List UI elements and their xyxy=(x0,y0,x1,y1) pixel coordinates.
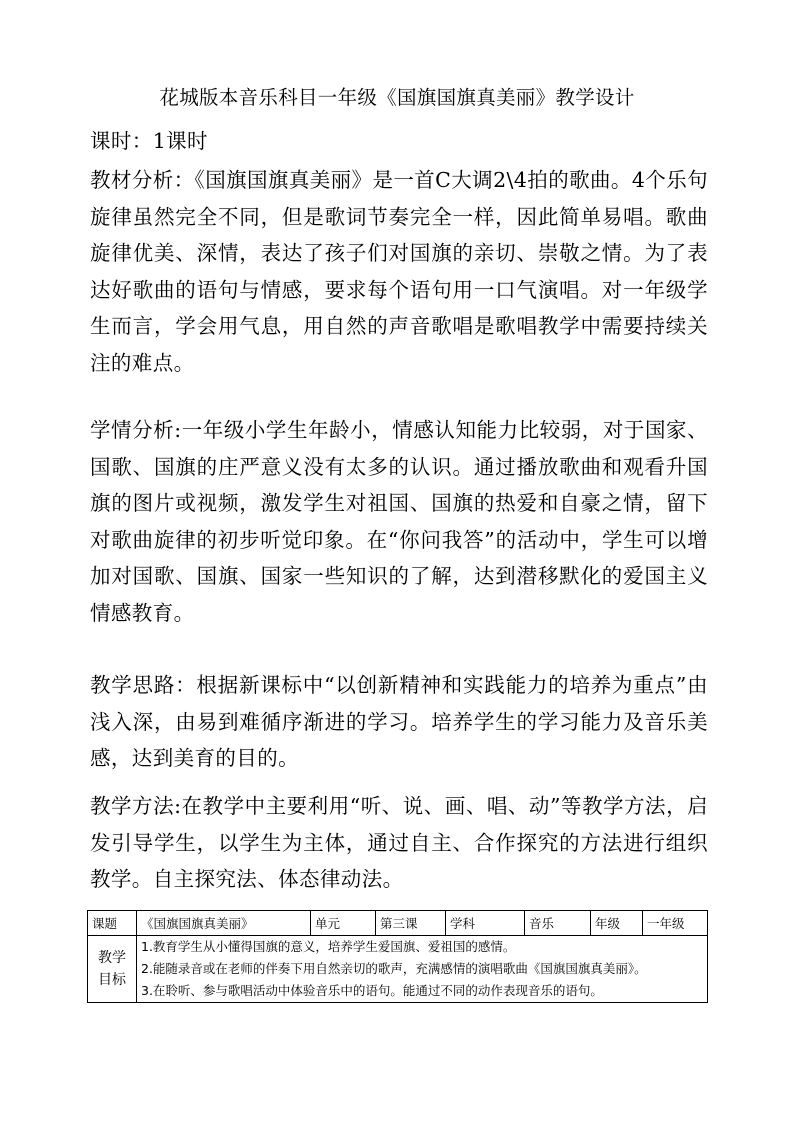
teaching-method-text: 在教学中主要利用“听、说、画、唱、动”等教学方法，启发引导学生，以学生为主体，通过自主、合作探究的方法进行组织教学。自主探究法、体态律动法。 xyxy=(90,794,708,891)
teaching-goals-label: 教学目标 xyxy=(88,936,137,1003)
table-cell-grade-value: 一年级 xyxy=(643,911,708,936)
lesson-info-table xyxy=(87,910,708,1003)
student-analysis-text: 一年级小学生年龄小，情感认知能力比较弱，对于国家、国歌、国旗的庄严意义没有太多的认识。通过播放歌曲和观看升国旗的图片或视频，激发学生对祖国、国旗的热爱和自豪之情，留下对歌曲旋律的初步听觉印象。在“你问我答”的活动中，学生可以增加对国歌、国旗、国家一些知识的了解，达到潜移默化的爱国主义情感教育。 xyxy=(90,418,708,625)
teaching-goal-item: 3.在聆听、参与歌唱活动中体验音乐中的语句。能通过不同的动作表现音乐的语句。 xyxy=(141,983,603,998)
teaching-method-label: 教学方法: xyxy=(90,794,182,818)
table-cell-unit-value: 第三课 xyxy=(376,911,446,936)
table-row xyxy=(88,936,708,1003)
table-cell-grade-label: 年级 xyxy=(591,911,643,936)
material-analysis-label: 教材分析： xyxy=(90,168,195,192)
teaching-goals-cell xyxy=(137,936,708,1003)
teaching-idea-paragraph xyxy=(90,667,708,777)
teaching-goal-item: 1.教育学生从小懂得国旗的意义，培养学生爱国旗、爱祖国的感情。 xyxy=(141,939,516,954)
table-cell-unit-label: 单元 xyxy=(311,911,376,936)
table-cell-topic-value: 《国旗国旗真美丽》 xyxy=(137,911,311,936)
material-analysis-paragraph xyxy=(90,162,708,381)
teaching-idea-label: 教学思路： xyxy=(90,673,197,697)
table-cell-subject-label: 学科 xyxy=(446,911,525,936)
table-row xyxy=(88,911,708,936)
teaching-idea-text: 根据新课标中“以创新精神和实践能力的培养为重点”由浅入深，由易到难循序渐进的学习。培养学生的学习能力及音乐美感，达到美育的目的。 xyxy=(90,673,708,770)
teaching-method-paragraph xyxy=(90,788,708,898)
material-analysis-text: 《国旗国旗真美丽》是一首C大调2\4拍的歌曲。4个乐句旋律虽然完全不同，但是歌词节奏完全一样，因此简单易唱。歌曲旋律优美、深情，表达了孩子们对国旗的亲切、崇敬之情。为了表达好歌曲的语句与情感，要求每个语句用一口气演唱。对一年级学生而言，学会用气息，用自然的声音歌唱是歌唱教学中需要持续关注的难点。 xyxy=(90,168,708,375)
student-analysis-paragraph xyxy=(90,412,708,631)
table-cell-topic-label: 课题 xyxy=(88,911,137,936)
student-analysis-label: 学情分析: xyxy=(90,418,182,442)
teaching-goal-item: 2.能随录音或在老师的伴奏下用自然亲切的歌声，充满感情的演唱歌曲《国旗国旗真美丽》。 xyxy=(141,961,647,976)
document-title: 花城版本音乐科目一年级《国旗国旗真美丽》教学设计 xyxy=(159,86,635,109)
lesson-time: 课时：1课时 xyxy=(90,129,208,153)
table-cell-subject-value: 音乐 xyxy=(525,911,591,936)
